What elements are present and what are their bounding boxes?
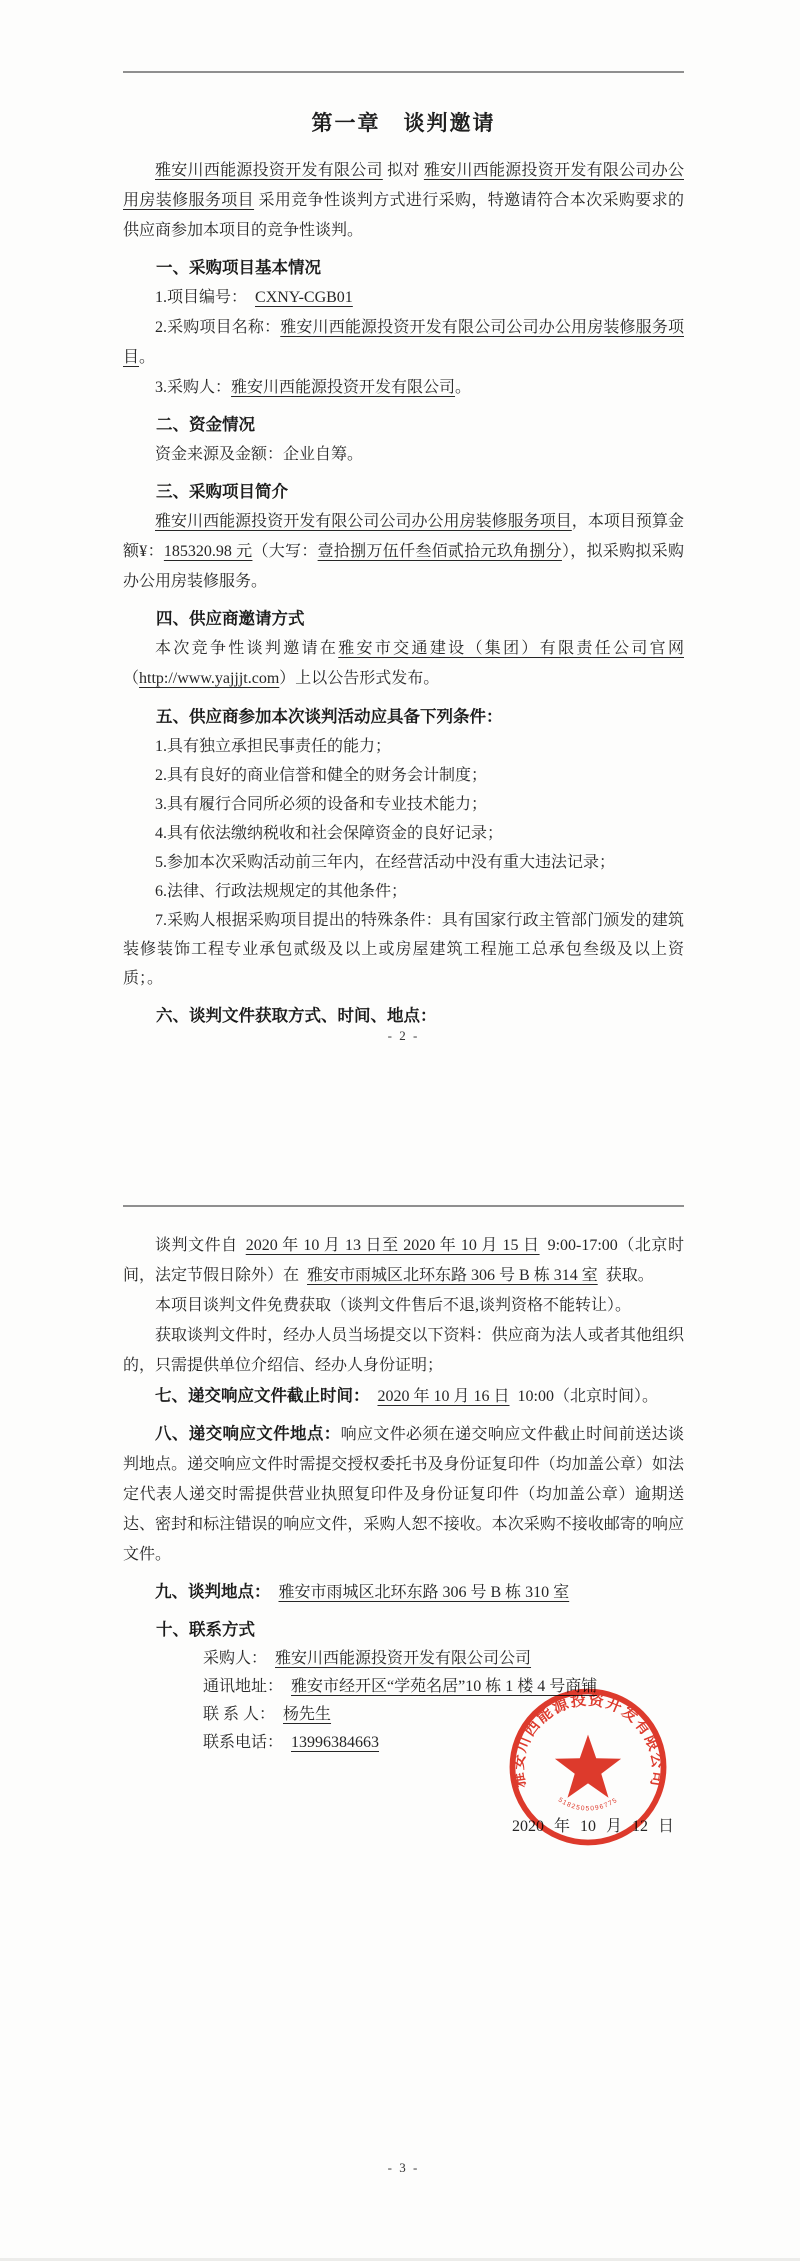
funds-line: 资金来源及金额：企业自筹。 — [155, 446, 364, 463]
signature-date: 2020 年 10 月 12 日 — [512, 1818, 675, 1835]
buyer-name-underlined: 雅安川西能源投资开发有限公司 — [155, 162, 383, 179]
obtain-dates: 2020 年 10 月 13 日至 2020 年 10 月 15 日 — [245, 1237, 540, 1254]
project-name-underlined: 雅安川西能源投资开发有限公司办公用房装修服务项目 — [123, 162, 684, 209]
page2-top-rule — [123, 1205, 684, 1207]
svg-text:5182505096775 — [557, 1797, 620, 1813]
invitation-method-paragraph: 本次竞争性谈判邀请在雅安市交通建设（集团）有限责任公司官网（http://www.yajjjt.com）上以公告形式发布。 — [123, 640, 684, 687]
project-name-value: 雅安川西能源投资开发有限公司公司办公用房装修服务项目 — [123, 319, 684, 366]
section-heading-4: 四、供应商邀请方式 — [156, 610, 305, 628]
contact-buyer-row: 采购人： 雅安川西能源投资开发有限公司公司 — [123, 1645, 684, 1673]
condition-6: 6.法律、行政法规规定的其他条件； — [155, 883, 408, 900]
section-heading-6: 六、谈判文件获取方式、时间、地点： — [156, 1007, 437, 1025]
condition-4: 4.具有依法缴纳税收和社会保障资金的良好记录； — [155, 825, 504, 842]
negotiation-place-line — [123, 1577, 684, 1608]
contact-address-row: 通讯地址： 雅安市经开区“学苑名居”10 栋 1 楼 4 号商铺 — [123, 1673, 684, 1701]
seal-code: 5182505096775 — [556, 1796, 620, 1813]
section-heading-7: 七、递交响应文件截止时间： — [155, 1387, 370, 1405]
condition-2: 2.具有良好的商业信誉和健全的财务会计制度； — [155, 767, 488, 784]
contact-person-row: 联 系 人： 杨先生 — [123, 1701, 684, 1729]
section-heading-10: 十、联系方式 — [156, 1621, 255, 1639]
purchaser-value: 雅安川西能源投资开发有限公司 — [231, 379, 456, 396]
contact-person-value: 杨先生 — [283, 1706, 332, 1723]
project-code-line: 1.项目编号： CXNY-CGB01 — [123, 283, 684, 313]
contact-phone-row: 联系电话： 13996384663 — [123, 1729, 684, 1757]
negotiation-place-value: 雅安市雨城区北环东路 306 号 B 栋 310 室 — [278, 1584, 570, 1601]
company-seal — [505, 1684, 671, 1850]
project-brief-paragraph: 雅安川西能源投资开发有限公司公司办公用房装修服务项目，本项目预算金额¥：185320.98 元（大写：壹拾捌万伍仟叁佰贰拾元玖角捌分），拟采购拟采购办公用房装修服务。 — [123, 513, 684, 590]
free-obtain-line: 本项目谈判文件免费获取（谈判文件售后不退,谈判资格不能转让）。 — [155, 1297, 632, 1314]
page2-number: - 3 - — [387, 2160, 420, 2175]
page1-body — [123, 156, 684, 1031]
contact-buyer-value: 雅安川西能源投资开发有限公司公司 — [275, 1650, 532, 1667]
page1-number: - 2 - — [387, 1028, 420, 1043]
page2-body — [123, 1231, 684, 1757]
section-heading-2: 二、资金情况 — [156, 416, 255, 434]
seal-company-name: 雅安川西能源投资开发有限公司 — [509, 1691, 667, 1790]
announcement-site: 雅安市交通建设（集团）有限责任公司官网 — [338, 640, 684, 657]
star-icon — [555, 1735, 621, 1798]
contact-phone-value: 13996384663 — [291, 1734, 380, 1751]
condition-7: 7.采购人根据采购项目提出的特殊条件：具有国家行政主管部门颁发的建筑装修装饰工程专业承包贰级及以上或房屋建筑工程施工总承包叁级及以上资质；。 — [123, 912, 684, 987]
project-code-value: CXNY-CGB01 — [255, 289, 353, 306]
contact-address-value: 雅安市经开区“学苑名居”10 栋 1 楼 4 号商铺 — [291, 1678, 598, 1695]
budget-amount-chinese: 壹拾捌万伍仟叁佰贰拾元玖角捌分 — [317, 543, 562, 560]
intro-paragraph: 雅安川西能源投资开发有限公司 拟对 雅安川西能源投资开发有限公司办公用房装修服务项目 采用竞争性谈判方式进行采购，特邀请符合本次采购要求的供应商参加本项目的竞争性谈判。 — [123, 162, 684, 239]
section-heading-8: 八、递交响应文件地点： — [155, 1425, 341, 1443]
purchaser-line: 3.采购人：雅安川西能源投资开发有限公司。 — [155, 379, 472, 396]
budget-amount: 185320.98 元 — [163, 543, 253, 560]
project-name-line: 2.采购项目名称：雅安川西能源投资开发有限公司公司办公用房装修服务项目。 — [123, 319, 684, 366]
condition-1: 1.具有独立承担民事责任的能力； — [155, 738, 392, 755]
announcement-url: http://www.yajjjt.com — [139, 670, 280, 687]
section-heading-1: 一、采购项目基本情况 — [156, 259, 321, 277]
materials-paragraph: 获取谈判文件时，经办人员当场提交以下资料：供应商为法人或者其他组织的，只需提供单位介绍信、经办人身份证明； — [123, 1327, 684, 1374]
submission-place-paragraph: 八、递交响应文件地点：响应文件必须在递交响应文件截止时间前送达谈判地点。递交响应文件时需提交授权委托书及身份证复印件（均加盖公章）如法定代表人递交时需提供营业执照复印件及身份证复印件（均加盖公章）逾期送达、密封和标注错误的响应文件，采购人恕不接收。本次采购不接收邮寄的响应文件。 — [123, 1425, 684, 1563]
condition-3: 3.具有履行合同所必须的设备和专业技术能力； — [155, 796, 488, 813]
condition-5: 5.参加本次采购活动前三年内，在经营活动中没有重大违法记录； — [155, 854, 616, 871]
section-heading-5: 五、供应商参加本次谈判活动应具备下列条件： — [156, 708, 503, 726]
section-heading-9: 九、谈判地点： — [155, 1583, 271, 1601]
document-obtain-paragraph: 谈判文件自 2020 年 10 月 13 日至 2020 年 10 月 15 日 9:00-17:00（北京时间，法定节假日除外）在 雅安市雨城区北环东路 306 号 B 栋 314 室 获取。 — [123, 1237, 684, 1284]
deadline-line: 七、递交响应文件截止时间： 2020 年 10 月 16 日 10:00（北京时间）。 — [155, 1387, 658, 1405]
section-heading-3: 三、采购项目简介 — [156, 483, 288, 501]
chapter-title: 第一章 谈判邀请 — [311, 112, 496, 135]
page1-top-rule — [123, 71, 684, 73]
deadline-date: 2020 年 10 月 16 日 — [377, 1388, 510, 1405]
obtain-address: 雅安市雨城区北环东路 306 号 B 栋 314 室 — [307, 1267, 598, 1284]
